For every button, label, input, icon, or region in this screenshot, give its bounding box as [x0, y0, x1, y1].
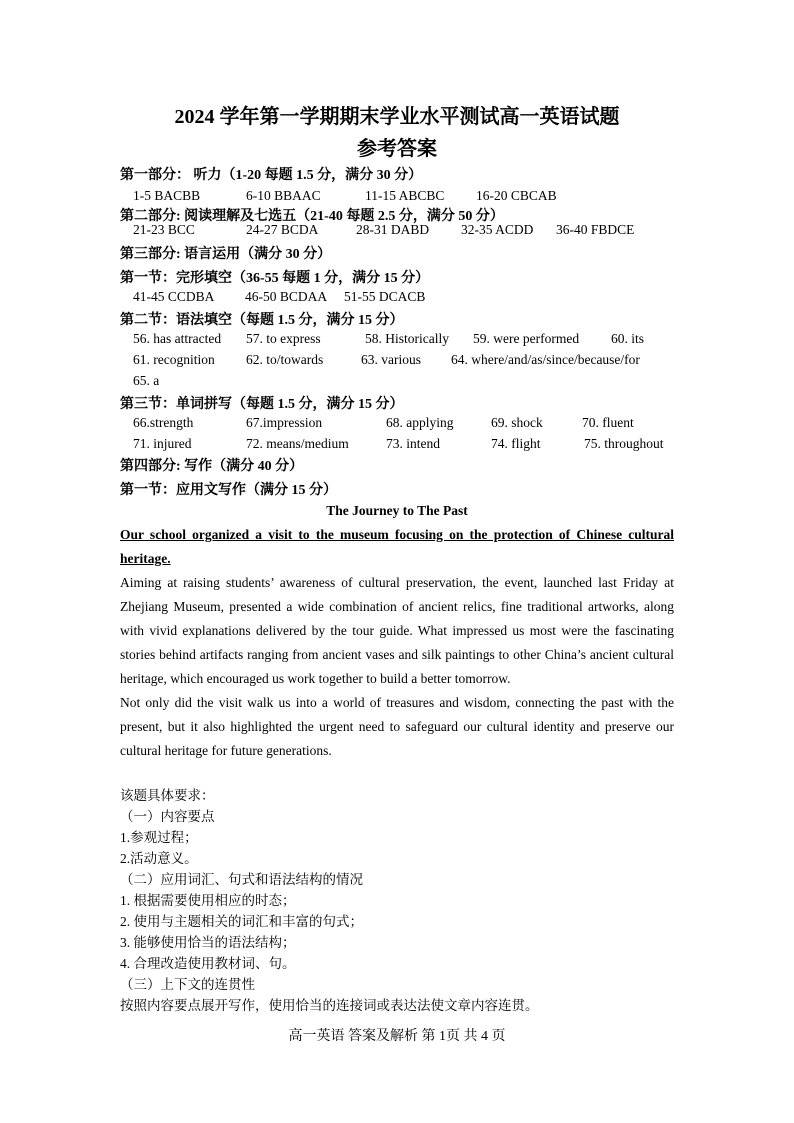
spelling-68: 68. applying — [386, 415, 454, 430]
part1-answer-3: 11-15 ABCBC — [365, 188, 445, 203]
essay-title: The Journey to The Past — [326, 503, 468, 518]
part2-answer-5: 36-40 FBDCE — [556, 222, 635, 237]
spelling-69: 69. shock — [491, 415, 543, 430]
part2-answer-3: 28-31 DABD — [356, 222, 430, 237]
grammar-61: 61. recognition — [133, 352, 215, 367]
grammar-62: 62. to/towards — [246, 352, 324, 367]
requirements-item: 1. 根据需要使用相应的时态； — [120, 893, 296, 908]
spelling-67: 67.impression — [246, 415, 323, 430]
part2-answer-1: 21-23 BCC — [133, 222, 195, 237]
part3-sec3-heading: 第三节：单词拼写（每题 1.5 分，满分 15 分） — [120, 397, 404, 412]
part1-heading: 第一部分： 听力（1-20 每题 1.5 分，满分 30 分） — [120, 168, 423, 183]
part3-sec2-heading: 第二节：语法填空（每题 1.5 分，满分 15 分） — [120, 313, 404, 328]
requirements-section-1: （一）内容要点 — [120, 809, 215, 824]
requirements-intro: 该题具体要求： — [120, 788, 215, 803]
grammar-64: 64. where/and/as/since/because/for — [451, 352, 640, 367]
requirements-item: 2. 使用与主题相关的词汇和丰富的句式； — [120, 914, 363, 929]
part1-answer-1: 1-5 BACBB — [133, 188, 201, 203]
part4-sec1-heading: 第一节：应用文写作（满分 15 分） — [120, 483, 337, 498]
spelling-73: 73. intend — [386, 436, 440, 451]
part1-answer-4: 16-20 CBCAB — [476, 188, 557, 203]
spelling-71: 71. injured — [133, 436, 192, 451]
page-footer: 高一英语 答案及解析 第 1页 共 4 页 — [288, 1029, 506, 1044]
part3-sec1-heading: 第一节：完形填空（36-55 每题 1 分，满分 15 分） — [120, 271, 430, 286]
part4-heading: 第四部分: 写作（满分 40 分） — [120, 459, 304, 474]
requirements-item: 1.参观过程； — [120, 830, 198, 845]
spelling-75: 75. throughout — [584, 436, 664, 451]
spelling-74: 74. flight — [491, 436, 541, 451]
requirements-item: 3. 能够使用恰当的语法结构； — [120, 935, 296, 950]
requirements-section-2: （二）应用词汇、句式和语法结构的情况 — [120, 872, 363, 887]
page-title: 2024 学年第一学期期末学业水平测试高一英语试题 — [174, 106, 620, 128]
grammar-56: 56. has attracted — [133, 331, 222, 346]
spelling-70: 70. fluent — [582, 415, 634, 430]
cloze-answer-3: 51-55 DCACB — [344, 289, 426, 304]
part2-heading: 第二部分: 阅读理解及七选五（21-40 每题 2.5 分，满分 50 分） — [120, 209, 504, 224]
grammar-59: 59. were performed — [473, 331, 580, 346]
requirements-item: 4. 合理改造使用教材词、句。 — [120, 956, 296, 971]
cloze-answer-1: 41-45 CCDBA — [133, 289, 215, 304]
requirements-item: 2.活动意义。 — [120, 851, 198, 866]
essay-lead: Our school organized a visit to the museum focusing on the protection of Chinese cultural heritage. — [120, 527, 674, 566]
part1-answer-2: 6-10 BBAAC — [246, 188, 321, 203]
spelling-72: 72. means/medium — [246, 436, 349, 451]
part3-heading: 第三部分: 语言运用（满分 30 分） — [120, 247, 332, 262]
grammar-58: 58. Historically — [365, 331, 449, 346]
page-subtitle: 参考答案 — [357, 138, 437, 160]
part2-answer-4: 32-35 ACDD — [461, 222, 534, 237]
grammar-60: 60. its — [611, 331, 645, 346]
grammar-65: 65. a — [133, 373, 160, 388]
grammar-57: 57. to express — [246, 331, 321, 346]
grammar-63: 63. various — [361, 352, 421, 367]
requirements-section-3: （三）上下文的连贯性 — [120, 977, 255, 992]
part2-answer-2: 24-27 BCDA — [246, 222, 319, 237]
spelling-66: 66.strength — [133, 415, 194, 430]
requirements-item: 按照内容要点展开写作，使用恰当的连接词或表达法使文章内容连贯。 — [120, 998, 539, 1013]
cloze-answer-2: 46-50 BCDAA — [245, 289, 328, 304]
essay-paragraph-1: Aiming at raising students’ awareness of cultural preservation, the event, launched last Friday at Zhejiang Museum, presented a wide combination of ancient relics, fine traditional artworks, along with vivid explanations delivered by the tour guide. What impressed us most were the fascinating stories behind artifacts ranging from ancient vases and silk paintings to other China’s ancient cultural heritage, which encouraged us work together to build a better tomorrow. — [120, 575, 674, 686]
essay-paragraph-2: Not only did the visit walk us into a world of treasures and wisdom, connecting the past with the present, but it also highlighted the urgent need to safeguard our cultural identity and preserve our cultural heritage for future generations. — [120, 695, 674, 758]
